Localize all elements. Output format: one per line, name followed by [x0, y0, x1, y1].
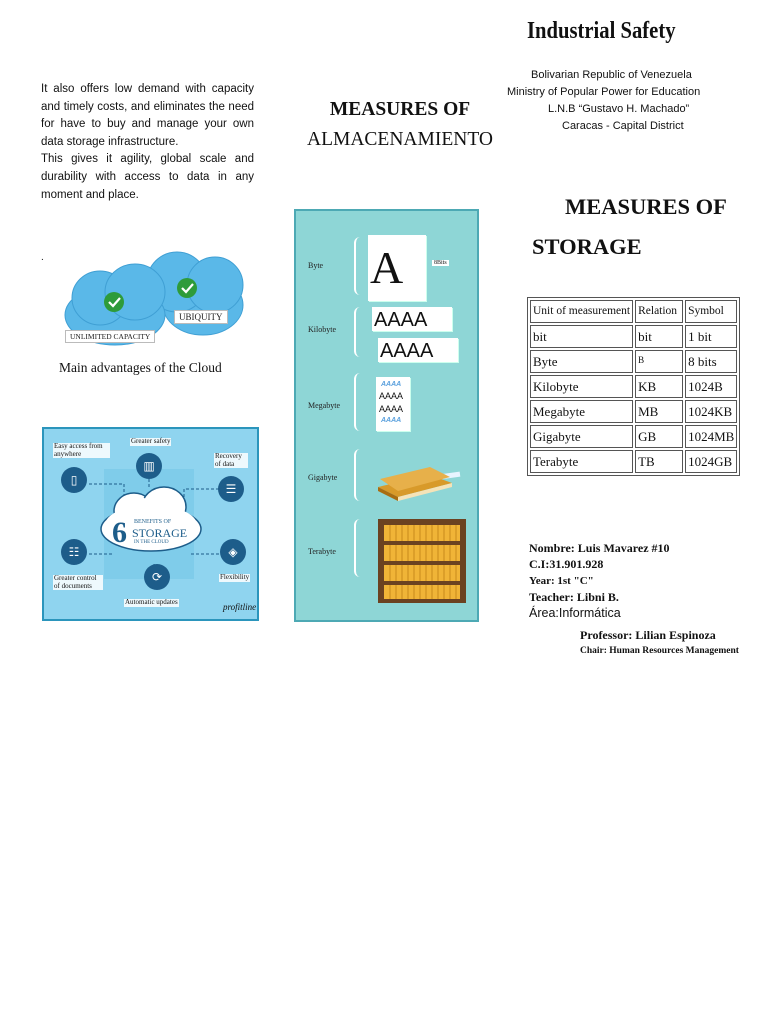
- table-cell: Gigabyte: [530, 425, 633, 448]
- author-name: Nombre: Luis Mavarez #10: [529, 541, 670, 555]
- center-title-line2: ALMACENAMIENTO: [307, 129, 493, 150]
- table-cell: Kilobyte: [530, 375, 633, 398]
- author-info: [529, 540, 670, 621]
- table-cell: Megabyte: [530, 400, 633, 423]
- ministry-line: Ministry of Popular Power for Education: [507, 86, 701, 98]
- storage-benefits-infographic: [42, 427, 259, 621]
- table-header-row: [530, 300, 737, 323]
- book-icon: [370, 457, 466, 503]
- intro-paragraph: [41, 81, 254, 204]
- benefit-label-access: Easy access from anywhere: [53, 443, 110, 458]
- storage-title: STORAGE: [532, 234, 642, 259]
- author-ci: C.I:31.901.928: [529, 557, 604, 572]
- brace-icon: [354, 373, 366, 431]
- school-title: Industrial Safety: [527, 18, 676, 44]
- table-cell: Terabyte: [530, 450, 633, 473]
- units-table: [527, 297, 740, 476]
- byte-letter: A: [370, 242, 404, 293]
- brace-icon: [354, 519, 366, 577]
- table-cell: 1024B: [685, 375, 737, 398]
- benefits-title-big: STORAGE: [132, 526, 188, 540]
- table-cell: 1024MB: [685, 425, 737, 448]
- city-line: Caracas - Capital District: [562, 120, 684, 132]
- table-cell: B: [635, 350, 683, 373]
- table-cell: MB: [635, 400, 683, 423]
- benefits-number: 6: [112, 516, 127, 549]
- professor-line: Professor: Lilian Espinoza: [580, 628, 716, 642]
- table-row: [530, 350, 737, 373]
- benefit-label-safety: Greater safety: [131, 437, 171, 445]
- unit-label-kilobyte: Kilobyte: [308, 325, 336, 334]
- unit-label-byte: Byte: [308, 261, 324, 270]
- table-cell: 8 bits: [685, 350, 737, 373]
- intro-text-1: It also offers low demand with capacity and timely costs, and eliminates the need for have to buy and manage your own data storage infrastructure.: [41, 83, 254, 148]
- bookshelf-icon: [378, 519, 466, 603]
- table-header-cell: Unit of measurement: [530, 300, 633, 323]
- table-cell: KB: [635, 375, 683, 398]
- author-teacher: Teacher: Libni B.: [529, 589, 619, 604]
- intro-text-2: This gives it agility, global scale and durability with access to data in any moment and place.: [41, 153, 254, 201]
- author-area: Área:Informática: [529, 606, 621, 621]
- unlimited-capacity-label: UNLIMITED CAPACITY: [65, 330, 155, 343]
- cloud-caption: Main advantages of the Cloud: [59, 360, 222, 375]
- table-row: [530, 425, 737, 448]
- table-cell: bit: [635, 325, 683, 348]
- mega-line-c: AAAA: [379, 404, 404, 414]
- ubiquity-label: UBIQUITY: [174, 310, 228, 324]
- brace-icon: [354, 307, 366, 357]
- table-cell: 1 bit: [685, 325, 737, 348]
- chair-line: Chair: Human Resources Management: [580, 646, 739, 656]
- network-icon: ◈: [220, 539, 246, 565]
- brace-icon: [354, 237, 366, 295]
- brand-logo: profitline: [223, 602, 257, 612]
- table-row: [530, 325, 737, 348]
- kilo-line-2: AAAA: [380, 340, 434, 362]
- school-name-line: L.N.B “Gustavo H. Machado”: [548, 103, 690, 115]
- table-cell: bit: [530, 325, 633, 348]
- mega-line-b: AAAA: [379, 391, 404, 401]
- benefit-label-control: Greater control of documents: [53, 575, 103, 590]
- phone-icon: ▯: [61, 467, 87, 493]
- table-cell: TB: [635, 450, 683, 473]
- mega-line-a: AAAA: [381, 381, 402, 388]
- table-row: [530, 450, 737, 473]
- stray-dot: .: [41, 252, 44, 263]
- refresh-icon: ⟳: [144, 564, 170, 590]
- center-title-line1: MEASURES OF: [329, 99, 471, 120]
- brace-icon: [354, 449, 366, 501]
- country-line: Bolivarian Republic of Venezuela: [531, 69, 692, 81]
- server-icon: ☰: [218, 476, 244, 502]
- benefit-label-updates: Automatic updates: [125, 598, 178, 606]
- table-cell: GB: [635, 425, 683, 448]
- school-info: [497, 67, 719, 135]
- benefits-title-small: BENEFITS OF: [134, 519, 172, 525]
- center-title: [300, 99, 500, 151]
- unit-label-megabyte: Megabyte: [308, 401, 340, 410]
- mega-line-d: AAAA: [381, 417, 402, 424]
- benefits-title-sub: IN THE CLOUD: [134, 540, 169, 545]
- author-year: Year: 1st "C": [529, 574, 594, 587]
- table-row: [530, 400, 737, 423]
- lock-icon: ▥: [136, 453, 162, 479]
- byte-bits-label: 8Bits: [434, 260, 447, 266]
- table-header-cell: Symbol: [685, 300, 737, 323]
- kilo-line-1: AAAA: [374, 309, 428, 331]
- storage-units-infographic: [294, 209, 479, 622]
- benefit-label-flexibility: Flexibility: [220, 573, 250, 581]
- cloud-advantages-graphic: [55, 250, 250, 350]
- unit-label-terabyte: Terabyte: [308, 547, 336, 556]
- unit-label-gigabyte: Gigabyte: [308, 473, 338, 482]
- table-row: [530, 375, 737, 398]
- measures-title: MEASURES OF: [565, 194, 727, 219]
- table-cell: 1024KB: [685, 400, 737, 423]
- table-cell: 1024GB: [685, 450, 737, 473]
- table-cell: Byte: [530, 350, 633, 373]
- table-header-cell: Relation: [635, 300, 683, 323]
- hierarchy-icon: ☷: [61, 539, 87, 565]
- benefit-label-recovery: Recovery of data: [214, 453, 248, 468]
